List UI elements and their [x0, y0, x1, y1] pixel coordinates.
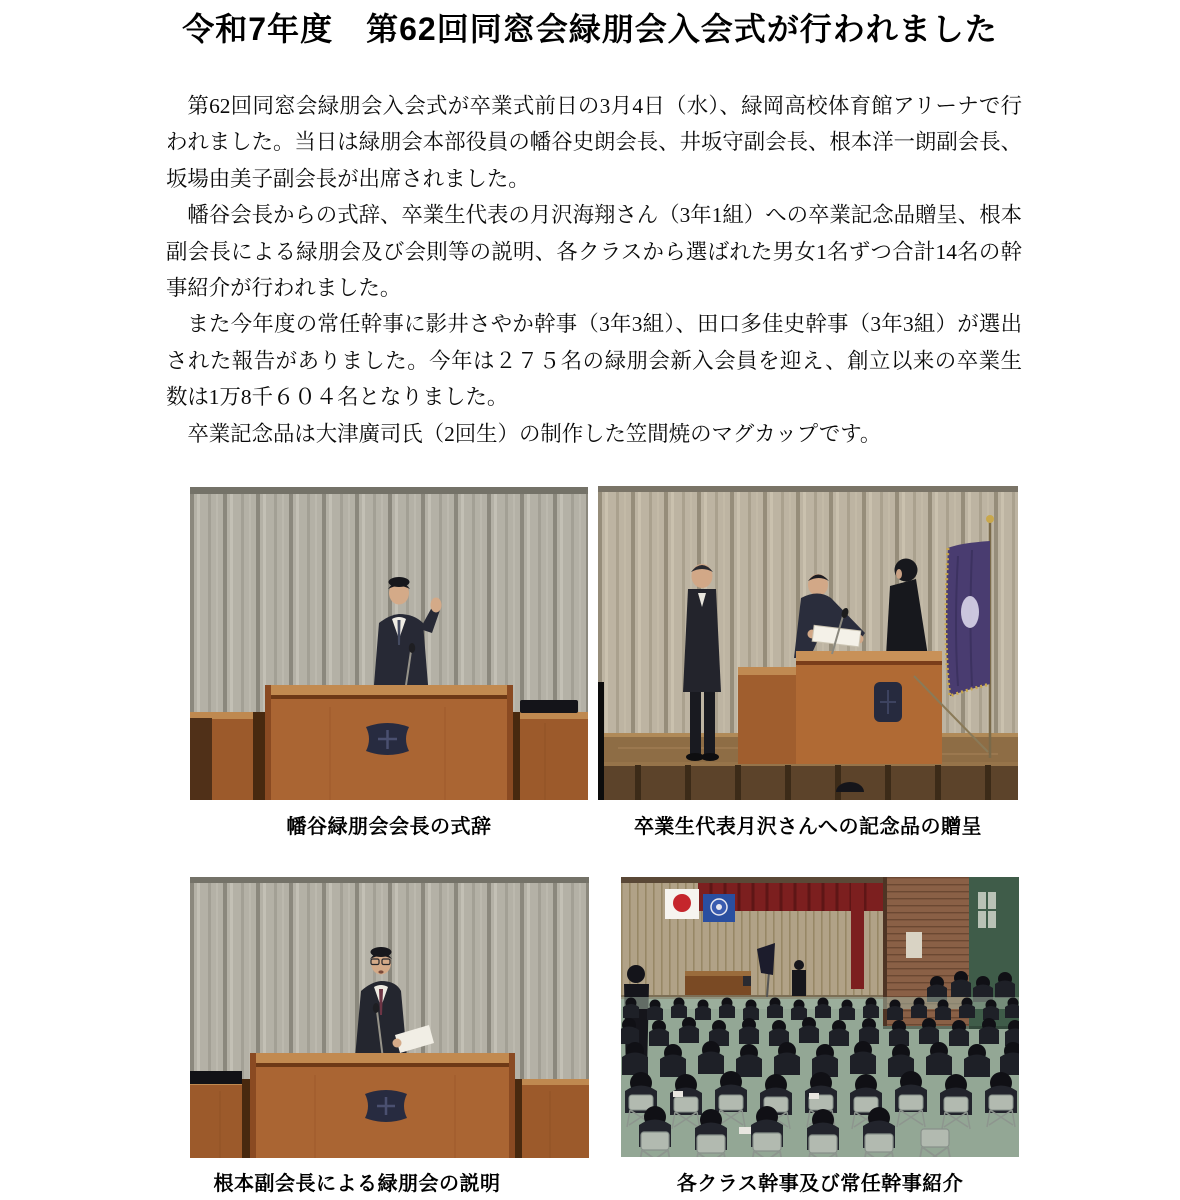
photo-caption-2: 卒業生代表月沢さんへの記念品の贈呈 [633, 816, 983, 838]
paragraph-2: 幡谷会長からの式辞、卒業生代表の月沢海翔さん（3年1組）への卒業記念品贈呈、根本副会長による緑朋会及び会則等の説明、各クラスから選ばれた男女1名ずつ合計14名の幹事紹介が行われました。 [166, 203, 1022, 301]
photo-vice-chairman-speech [190, 877, 589, 1158]
stage-wall [621, 877, 883, 999]
school-flag [703, 894, 735, 922]
article-body [166, 88, 1022, 452]
photo-gift-presentation-image [598, 486, 1018, 800]
school-emblem [366, 723, 409, 755]
paragraph-3: また今年度の常任幹事に影井さやか幹事（3年3組）、田口多佳史幹事（3年3組）が選出された報告がありました。今年は２７５名の緑朋会新入会員を迎え、創立以来の卒業生数は1万8千６０４名となりました。 [166, 312, 1022, 410]
photo-gift-presentation [598, 486, 1018, 800]
stage-podium [685, 971, 751, 995]
japan-flag [665, 889, 699, 919]
photo-caption-3: 根本副会長による緑朋会の説明 [213, 1173, 501, 1195]
photo-gym-audience-image [621, 877, 1019, 1157]
page-title: 令和7年度 第62回同窓会緑朋会入会式が行われました [182, 11, 998, 47]
photo-gym-audience [621, 877, 1019, 1157]
photo-caption-1: 幡谷緑朋会会長の式辞 [286, 816, 492, 838]
photo-chairman-speech [190, 487, 588, 800]
school-emblem [365, 1090, 407, 1122]
paragraph-1: 第62回同窓会緑朋会入会式が卒業式前日の3月4日（水）、緑岡高校体育館アリーナで行われました。当日は緑朋会本部役員の幡谷史朗会長、井坂守副会長、根本洋一朗副会長、坂場由美子副会長が出席されました。 [166, 94, 1022, 191]
photo-chairman-speech-image [190, 487, 588, 800]
paragraph-4: 卒業記念品は大津廣司氏（2回生）の制作した笠間焼のマグカップです。 [187, 421, 882, 446]
podium [738, 651, 942, 764]
photo-vice-chairman-speech-image [190, 877, 589, 1158]
photo-caption-4: 各クラス幹事及び常任幹事紹介 [676, 1173, 964, 1195]
